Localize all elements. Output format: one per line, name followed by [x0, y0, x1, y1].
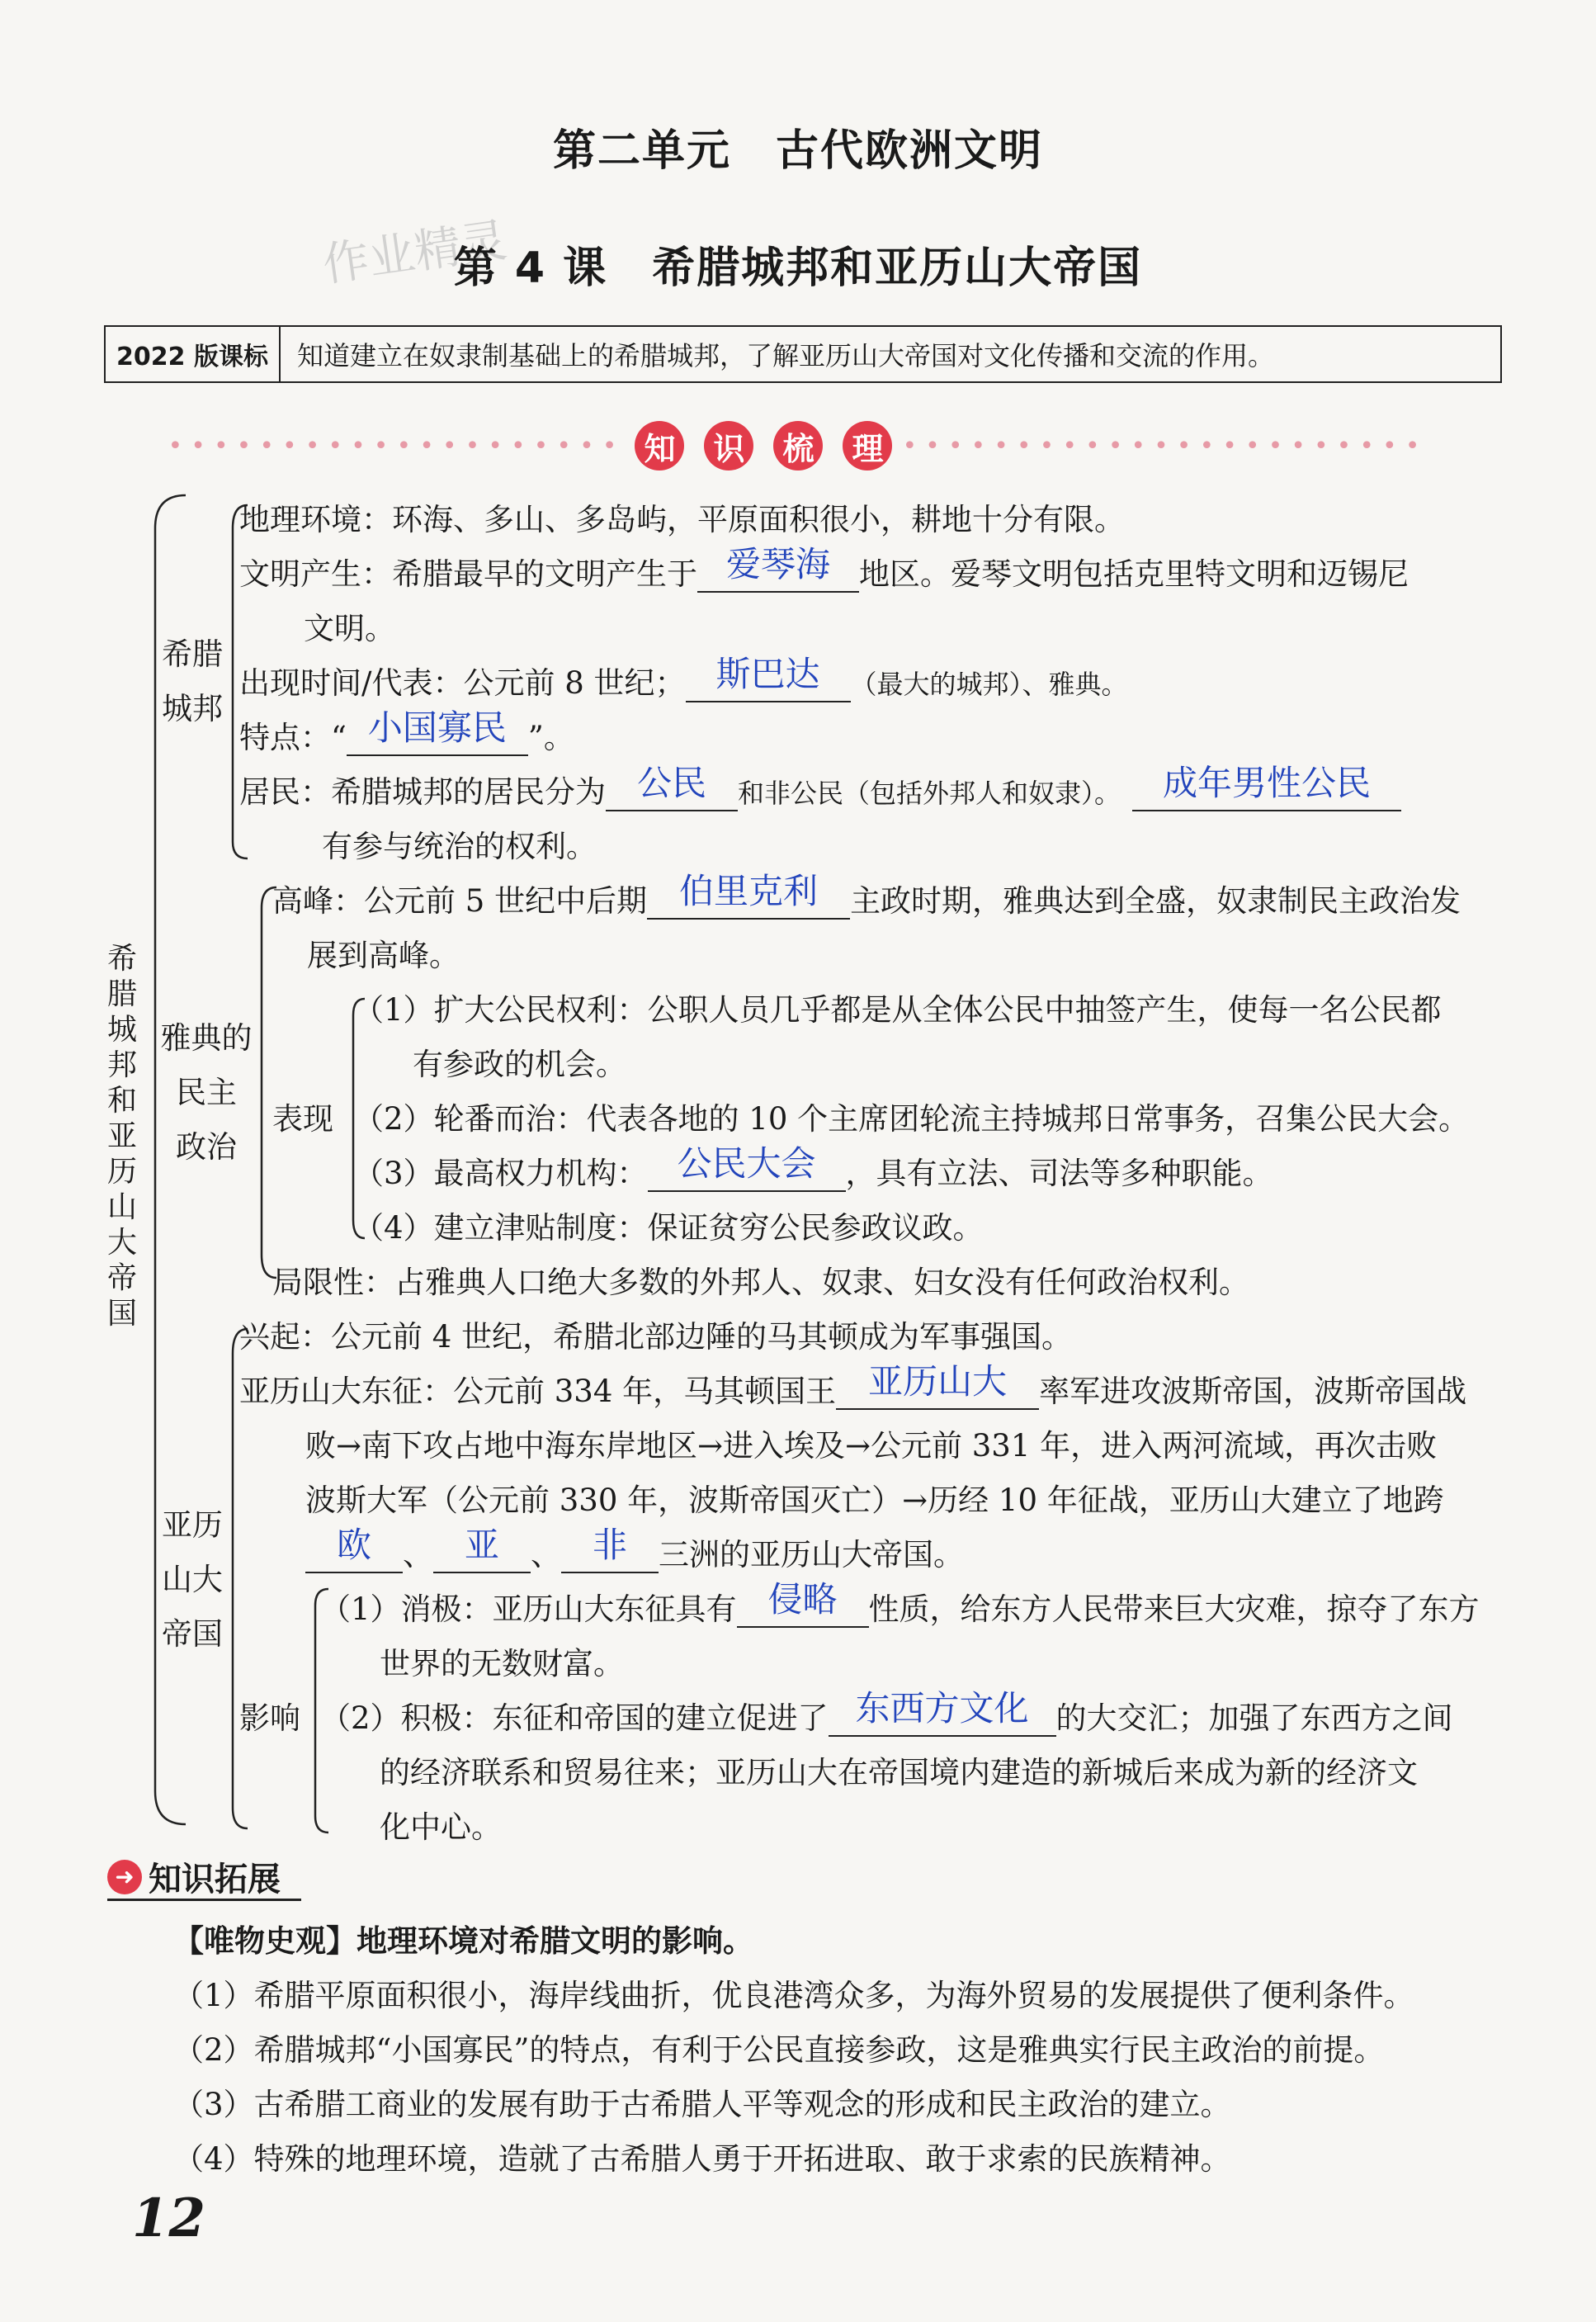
- branch1-title-2: 城邦: [162, 691, 223, 726]
- arrow-right-icon: ➜: [107, 1860, 142, 1894]
- branch1-title-1: 希腊: [162, 636, 223, 672]
- b3-influence-label: 影响: [239, 1700, 300, 1736]
- b1-civilization-origin: [239, 544, 1409, 593]
- b2-peak-cont: 展到高峰。: [307, 938, 460, 973]
- b3-i2-prefix: （2）积极：东征和帝国的建立促进了: [320, 1700, 829, 1736]
- blank-sparta: [686, 654, 851, 702]
- branch-athenian-democracy: [157, 1011, 256, 1175]
- b2-l1-prefix: 高峰：公元前 5 世纪中后期: [272, 883, 648, 919]
- extension-title-text: 地理环境对希腊文明的影响。: [357, 1923, 753, 1959]
- b3-conquest-2: 败→南下攻占地中海东岸地区→进入埃及→公元前 331 年，进入两河流域，再次击败: [305, 1428, 1438, 1464]
- b3-conquest-4: [305, 1525, 964, 1573]
- b1-civilization-cont: 文明。: [304, 611, 395, 646]
- blank-aegean: [697, 544, 859, 593]
- b3-positive: [320, 1688, 1453, 1737]
- b3-rise: 兴起：公元前 4 世纪，希腊北部边陲的马其顿成为军事强国。: [239, 1319, 1073, 1355]
- blank-assembly: [648, 1143, 846, 1192]
- b1-residents-cont: 有参与统治的权利。: [322, 829, 597, 864]
- extension-item: （3）古希腊工商业的发展有助于古希腊人平等观念的形成和民主政治的建立。: [173, 2087, 1231, 2122]
- answer-alexander: 亚历山大: [868, 1361, 1008, 1402]
- extension-item: （1）希腊平原面积很小，海岸线曲折，优良港湾众多，为海外贸易的发展提供了便利条件。: [173, 1978, 1414, 2013]
- section-char-4: 理: [843, 421, 892, 471]
- extension-title-prefix: 【唯物史观】: [173, 1923, 357, 1959]
- answer-citizen: 公民: [636, 763, 706, 803]
- b3-i1-suffix: 性质，给东方人民带来巨大灾难，掠夺了东方: [868, 1591, 1480, 1627]
- dots-left: ••••••••••••••••••••: [168, 431, 626, 461]
- answer-assembly: 公民大会: [677, 1143, 816, 1184]
- b3-conquest-3: 波斯大军（公元前 330 年，波斯帝国灭亡）→历经 10 年征战，亚历山大建立了地跨: [305, 1483, 1444, 1518]
- b1-l5-suffix: ”。: [527, 720, 574, 755]
- b2-limitation: 局限性：占雅典人口绝大多数的外邦人、奴隶、妇女没有任何政治权利。: [272, 1265, 1249, 1300]
- blank-alexander: [836, 1361, 1039, 1410]
- blank-culture: [829, 1688, 1056, 1737]
- answer-africa: 非: [592, 1525, 627, 1565]
- b3-positive-cont: 的经济联系和贸易往来；亚历山大在帝国境内建造的新城后来成为新的经济文: [380, 1755, 1418, 1790]
- b1-l4-prefix: 出现时间/代表：公元前 8 世纪；: [239, 665, 686, 701]
- standard-text: 知道建立在奴隶制基础上的希腊城邦，了解亚历山大帝国对文化传播和交流的作用。: [297, 340, 1275, 371]
- section-char-3: 梳: [773, 421, 823, 471]
- extension-heading-text: 知识拓展: [149, 1861, 281, 1899]
- blank-asia: [433, 1525, 531, 1573]
- sep-2: 、: [531, 1537, 561, 1572]
- blank-europe: [305, 1525, 403, 1573]
- b1-time-representative: [239, 654, 1128, 702]
- b1-l4-suffix: （最大的城邦）、雅典。: [850, 669, 1128, 700]
- b2-p1: （1）扩大公民权利：公职人员几乎都是从全体公民中抽签产生，使每一名公民都: [353, 992, 1442, 1028]
- page-number: 12: [132, 2187, 206, 2249]
- extension-underline: [107, 1899, 301, 1901]
- b1-l2-suffix: 地区。爱琴文明包括克里特文明和迈锡尼: [859, 556, 1409, 592]
- b1-feature: [239, 707, 574, 756]
- b3-conquest: [239, 1361, 1467, 1410]
- root-title: 希腊城邦和亚历山大帝国: [106, 942, 137, 1331]
- extension-item: （2）希腊城邦“小国寡民”的特点，有利于公民直接参政，这是雅典实行民主政治的前提。: [173, 2032, 1385, 2068]
- blank-citizen: [606, 763, 738, 811]
- blank-small-state: [347, 707, 528, 756]
- branch-alexander-empire: [155, 1498, 229, 1662]
- section-char-2: 识: [704, 421, 753, 471]
- b2-p3-prefix: （3）最高权力机构：: [353, 1156, 648, 1191]
- blank-adult-male: [1132, 763, 1401, 811]
- answer-culture: 东西方文化: [855, 1688, 1029, 1728]
- b1-l5-prefix: 特点：“: [239, 720, 347, 755]
- b1-residents: [239, 763, 1401, 811]
- b2-p4: （4）建立津贴制度：保证贫穷公民参政议政。: [353, 1210, 984, 1246]
- b1-geography: 地理环境：环海、多山、多岛屿，平原面积很小，耕地十分有限。: [239, 502, 1125, 537]
- unit-title: 第二单元 古代欧洲文明: [552, 126, 1043, 176]
- b3-l2-prefix: 亚历山大东征：公元前 334 年，马其顿国王: [239, 1374, 837, 1409]
- b3-negative: [320, 1579, 1480, 1628]
- answer-pericles: 伯里克利: [679, 871, 819, 911]
- b3-i2-suffix: 的大交汇；加强了东西方之间: [1055, 1700, 1453, 1736]
- standard-label: 2022 版课标: [106, 327, 281, 381]
- b3-negative-cont: 世界的无数财富。: [380, 1646, 624, 1681]
- extension-title: [173, 1923, 753, 1960]
- branch3-title-3: 帝国: [162, 1616, 223, 1652]
- section-char-1: 知: [635, 421, 684, 471]
- answer-small-state: 小国寡民: [367, 707, 507, 748]
- b3-l2-suffix: 率军进攻波斯帝国，波斯帝国战: [1039, 1374, 1467, 1409]
- b2-l1-suffix: 主政时期，雅典达到全盛，奴隶制民主政治发: [850, 883, 1461, 919]
- branch2-title-2: 民主: [176, 1075, 237, 1110]
- b2-p2: （2）轮番而治：代表各地的 10 个主席团轮流主持城邦日常事务，召集公民大会。: [353, 1101, 1470, 1137]
- answer-europe: 欧: [336, 1525, 371, 1565]
- answer-asia: 亚: [464, 1525, 499, 1565]
- extension-item: （4）特殊的地理环境，造就了古希腊人勇于开拓进取、敢于求索的民族精神。: [173, 2141, 1231, 2177]
- b1-l2-prefix: 文明产生：希腊最早的文明产生于: [239, 556, 697, 592]
- blank-pericles: [647, 871, 850, 920]
- b3-i1-prefix: （1）消极：亚历山大东征具有: [320, 1591, 737, 1627]
- b2-peak: [272, 871, 1461, 920]
- answer-sparta: 斯巴达: [715, 654, 820, 694]
- blank-africa: [561, 1525, 659, 1573]
- b2-p3-suffix: ，具有立法、司法等多种职能。: [845, 1156, 1273, 1191]
- answer-aegean: 爱琴海: [725, 544, 830, 584]
- b1-l6-prefix: 居民：希腊城邦的居民分为: [239, 774, 606, 810]
- b2-p3: [353, 1143, 1273, 1192]
- b3-positive-cont-2: 化中心。: [380, 1809, 502, 1845]
- branch-greek-city-states: [155, 627, 229, 736]
- branch2-title-1: 雅典的: [160, 1020, 253, 1056]
- answer-adult-male: 成年男性公民: [1163, 763, 1372, 803]
- blank-aggression: [737, 1579, 869, 1628]
- extension-heading: [107, 1853, 281, 1900]
- b1-l6-mid: 和非公民（包括外邦人和奴隶）。: [738, 778, 1121, 809]
- watermark: 作业精灵: [319, 213, 511, 293]
- b3-l5-suffix: 三洲的亚历山大帝国。: [659, 1537, 964, 1572]
- sep-1: 、: [403, 1537, 433, 1572]
- dots-right: •••••••••••••••••••••••: [902, 431, 1428, 461]
- branch3-title-1: 亚历: [162, 1507, 223, 1543]
- branch3-title-2: 山大: [162, 1562, 223, 1597]
- answer-aggression: 侵略: [767, 1579, 838, 1620]
- athens-bracket: [262, 887, 276, 1278]
- b2-p1-cont: 有参政的机会。: [413, 1047, 626, 1082]
- b2-performance-label: 表现: [272, 1101, 333, 1137]
- lesson-title: 第 4 课 希腊城邦和亚历山大帝国: [453, 244, 1143, 293]
- branch2-title-3: 政治: [176, 1129, 237, 1165]
